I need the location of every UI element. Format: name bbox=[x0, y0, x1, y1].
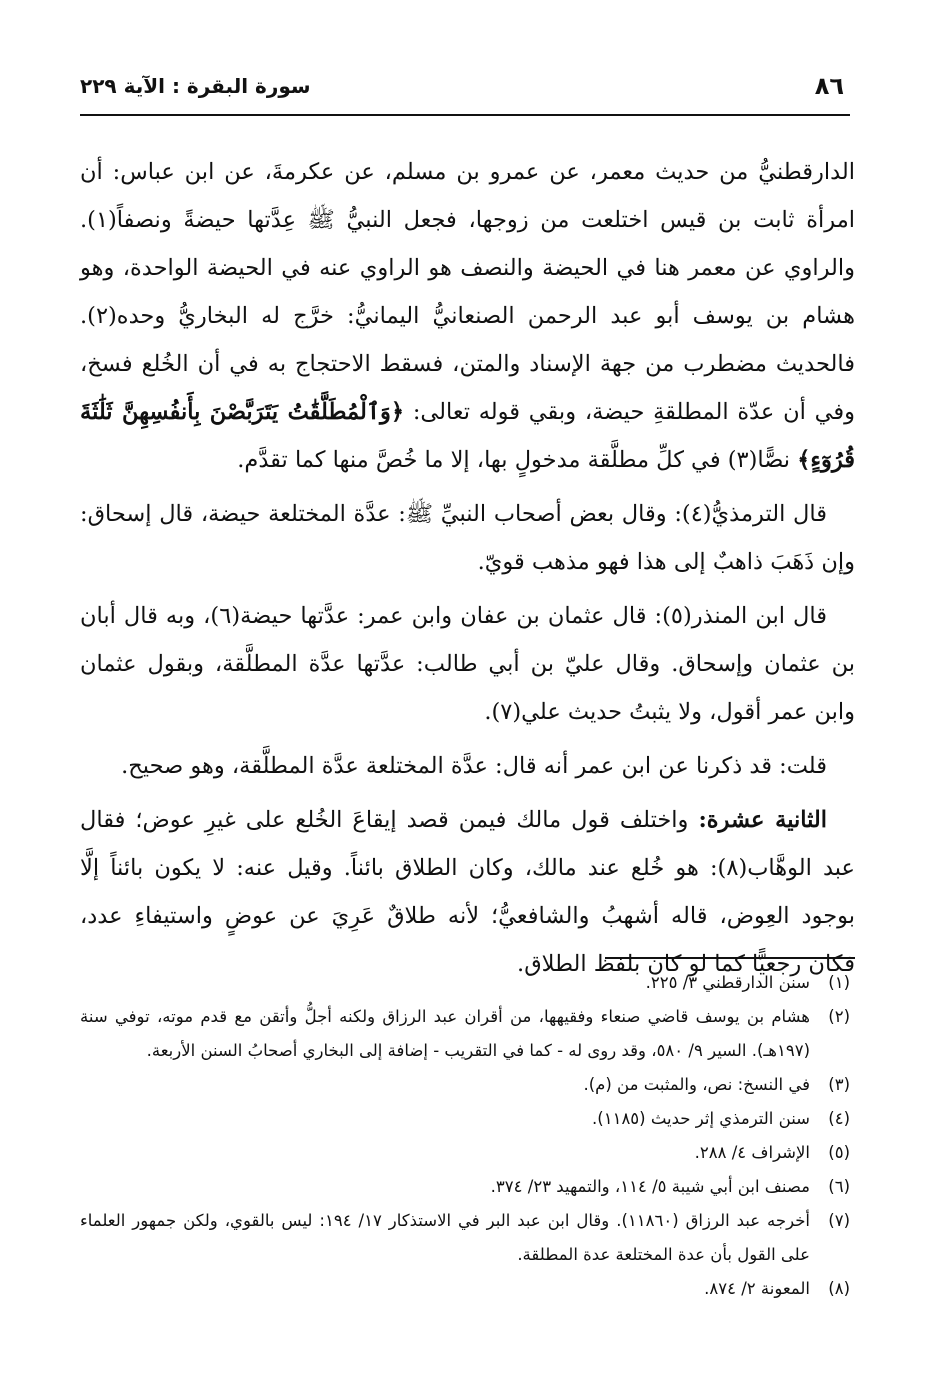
section-heading: الثانية عشرة: bbox=[698, 807, 827, 833]
footnote bbox=[80, 1272, 850, 1306]
running-head: سورة البقرة : الآية ٢٢٩ bbox=[80, 74, 311, 98]
footnote-number: (٢) bbox=[828, 1007, 850, 1026]
paragraph: قلت: قد ذكرنا عن ابن عمر أنه قال: عدَّة المختلعة عدَّة المطلَّقة، وهو صحيح. bbox=[121, 753, 827, 779]
paragraph-text: نصًّا(٣) في كلِّ مطلَّقة مدخولٍ بها، إلا ما خُصَّ منها كما تقدَّم. bbox=[237, 447, 791, 473]
footnote-number: (٤) bbox=[828, 1109, 850, 1128]
paragraph bbox=[80, 796, 855, 988]
paragraph: قال الترمذيُّ(٤): وقال بعض أصحاب النبيِّ ﷺ: عدَّة المختلعة حيضة، قال إسحاق: وإن ذَهَبَ ذاهبٌ إلى هذا فهو مذهب قويّ. bbox=[80, 501, 855, 575]
paragraph-text: واختلف قول مالك فيمن قصد إيقاعَ الخُلع على غيرِ عوض؛ فقال عبد الوهَّاب(٨): هو خُلع عند مالك، وكان الطلاق بائناً. وقيل عنه: لا يكون بائناً إلَّا بوجود العِوض، قاله أشهبُ والشافعيُّ؛ لأنه طلاقٌ عَرِيَ عن عوضٍ واستيفاءِ عدد، فكان رجعيًّا كما لو كان بلفظ الطلاق. bbox=[80, 807, 855, 977]
quran-verse: ﴿وَٱلْمُطَلَّقَٰتُ يَتَرَبَّصْنَ بِأَنفُسِهِنَّ ثَلَٰثَةَ قُرُوٓءٍ﴾ bbox=[80, 399, 855, 473]
footnote-divider bbox=[605, 957, 855, 959]
footnote-text: الإشراف ٤/ ٢٨٨. bbox=[694, 1143, 810, 1162]
paragraph bbox=[80, 148, 855, 484]
footnote-text: مصنف ابن أبي شيبة ٥/ ١١٤، والتمهيد ٢٣/ ٣٧٤. bbox=[490, 1177, 810, 1196]
main-text bbox=[80, 148, 855, 994]
footnote bbox=[80, 1136, 850, 1170]
footnote-text: في النسخ: نص، والمثبت من (م). bbox=[583, 1075, 810, 1094]
footnote-text: سنن الترمذي إثر حديث (١١٨٥). bbox=[592, 1109, 810, 1128]
footnote bbox=[80, 966, 850, 1000]
footnote-number: (٣) bbox=[828, 1075, 850, 1094]
footnote-text: هشام بن يوسف قاضي صنعاء وفقيهها، من أقران عبد الرزاق ولكنه أجلُّ وأتقن مع قدم موته، توفي سنة (١٩٧هـ). السير ٩/ ٥٨٠، وقد روى له - كما في التقريب - إضافة إلى البخاري أصحابُ السنن الأربعة. bbox=[80, 1007, 810, 1060]
footnote-number: (٧) bbox=[828, 1211, 850, 1230]
footnotes bbox=[80, 966, 850, 1306]
footnote-number: (١) bbox=[828, 973, 850, 992]
footnote-number: (٨) bbox=[828, 1279, 850, 1298]
footnote-text: سنن الدارقطني ٣/ ٢٢٥. bbox=[645, 973, 810, 992]
footnote-text: أخرجه عبد الرزاق (١١٨٦٠). وقال ابن عبد البر في الاستذكار ١٧/ ١٩٤: ليس بالقوي، ولكن جمهور العلماء على القول بأن عدة المختلعة عدة المطلقة. bbox=[80, 1211, 810, 1264]
paragraph: قال ابن المنذر(٥): قال عثمان بن عفان وابن عمر: عدَّتها حيضة(٦)، وبه قال أبان بن عثمان وإسحاق. وقال عليّ بن أبي طالب: عدَّتها عدَّة المطلَّقة، وبقول عثمان وابن عمر أقول، ولا يثبتُ حديث علي(٧). bbox=[80, 603, 855, 725]
footnote bbox=[80, 1068, 850, 1102]
footnote bbox=[80, 1204, 850, 1272]
footnote bbox=[80, 1170, 850, 1204]
footnote-text: المعونة ٢/ ٨٧٤. bbox=[704, 1279, 810, 1298]
page-header bbox=[80, 58, 850, 116]
footnote bbox=[80, 1000, 850, 1068]
footnote-number: (٥) bbox=[828, 1143, 850, 1162]
footnote bbox=[80, 1102, 850, 1136]
page-number: ٨٦ bbox=[814, 72, 844, 100]
paragraph-text: الدارقطنيُّ من حديث معمر، عن عمرو بن مسلم، عن عكرمةَ، عن ابن عباس: أن امرأة ثابت بن قيس اختلعت من زوجها، فجعل النبيُّ ﷺ عِدَّتها حيضةً ونصفاً(١). والراوي عن معمر هنا في الحيضة والنصف هو الراوي عنه في الحيضة الواحدة، وهو هشام بن يوسف أبو عبد الرحمن الصنعانيُّ اليمانيُّ: خرَّج له البخاريُّ وحده(٢). فالحديث مضطرب من جهة الإسناد والمتن، فسقط الاحتجاج به في أن الخُلع فسخ، وفي أن عدّة المطلقةِ حيضة، وبقي قوله تعالى: bbox=[80, 159, 856, 425]
footnote-number: (٦) bbox=[828, 1177, 850, 1196]
